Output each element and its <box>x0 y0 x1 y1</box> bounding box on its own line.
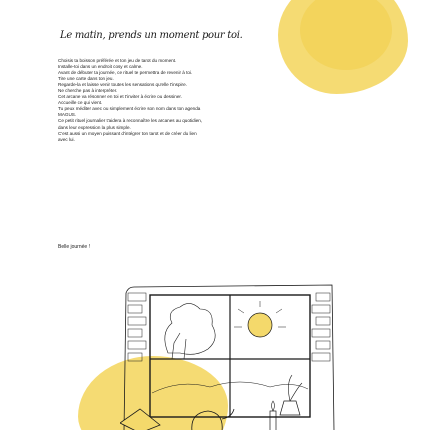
sun-icon <box>248 313 272 337</box>
candle-flame-icon <box>272 401 275 411</box>
closing-text: Belle journée ! <box>58 244 90 250</box>
text-line: Installe-toi dans un endroit cosy et calme. <box>58 64 143 70</box>
text-line: Cet arcane va résonner en toi et t'inviter à écrire ou dessiner. <box>58 94 182 100</box>
book-sketch <box>120 409 160 430</box>
text-line: Tu peux méditer avec ou simplement écrire son nom dans ton agenda <box>58 106 201 112</box>
text-line: avec lui. <box>58 136 75 142</box>
text-line: Choisis ta boisson préférée et ton jeu de tarot du moment. <box>58 58 177 63</box>
teapot-sketch <box>192 411 222 430</box>
plant-leaves <box>288 375 302 401</box>
text-line: MAGUS. <box>58 112 77 118</box>
page-title: Le matin, prends un moment pour toi. <box>60 30 243 41</box>
window-sketch-illustration <box>120 283 340 430</box>
wall-outline <box>124 285 334 430</box>
text-line: Accueille ce qui vient. <box>58 100 103 106</box>
text-line: C'est aussi un moyen puissant d'intégrer ton tarot et de créer du lien <box>58 130 197 136</box>
ritual-text <box>58 58 378 143</box>
tree-trunk <box>172 333 186 359</box>
text-line: dans leur expression la plus simple. <box>58 124 131 130</box>
candle-sketch <box>270 411 276 430</box>
text-line: Regarde-la et laisse venir toutes les sensations qu'elle t'inspire. <box>58 82 187 88</box>
plant-pot <box>280 401 300 415</box>
text-line: Avant de débuter ta journée, ce rituel te permettra de revenir à toi. <box>58 70 193 76</box>
text-line: Ne cherche pas à interpréter. <box>58 88 118 94</box>
text-line: Tire une carte dans ton jeu. <box>58 76 114 82</box>
text-line: Ce petit rituel journalier t'aidera à reconnaître les arcanes au quotidien, <box>58 118 203 124</box>
brick-pattern <box>128 293 330 361</box>
tree-sketch <box>165 303 215 354</box>
